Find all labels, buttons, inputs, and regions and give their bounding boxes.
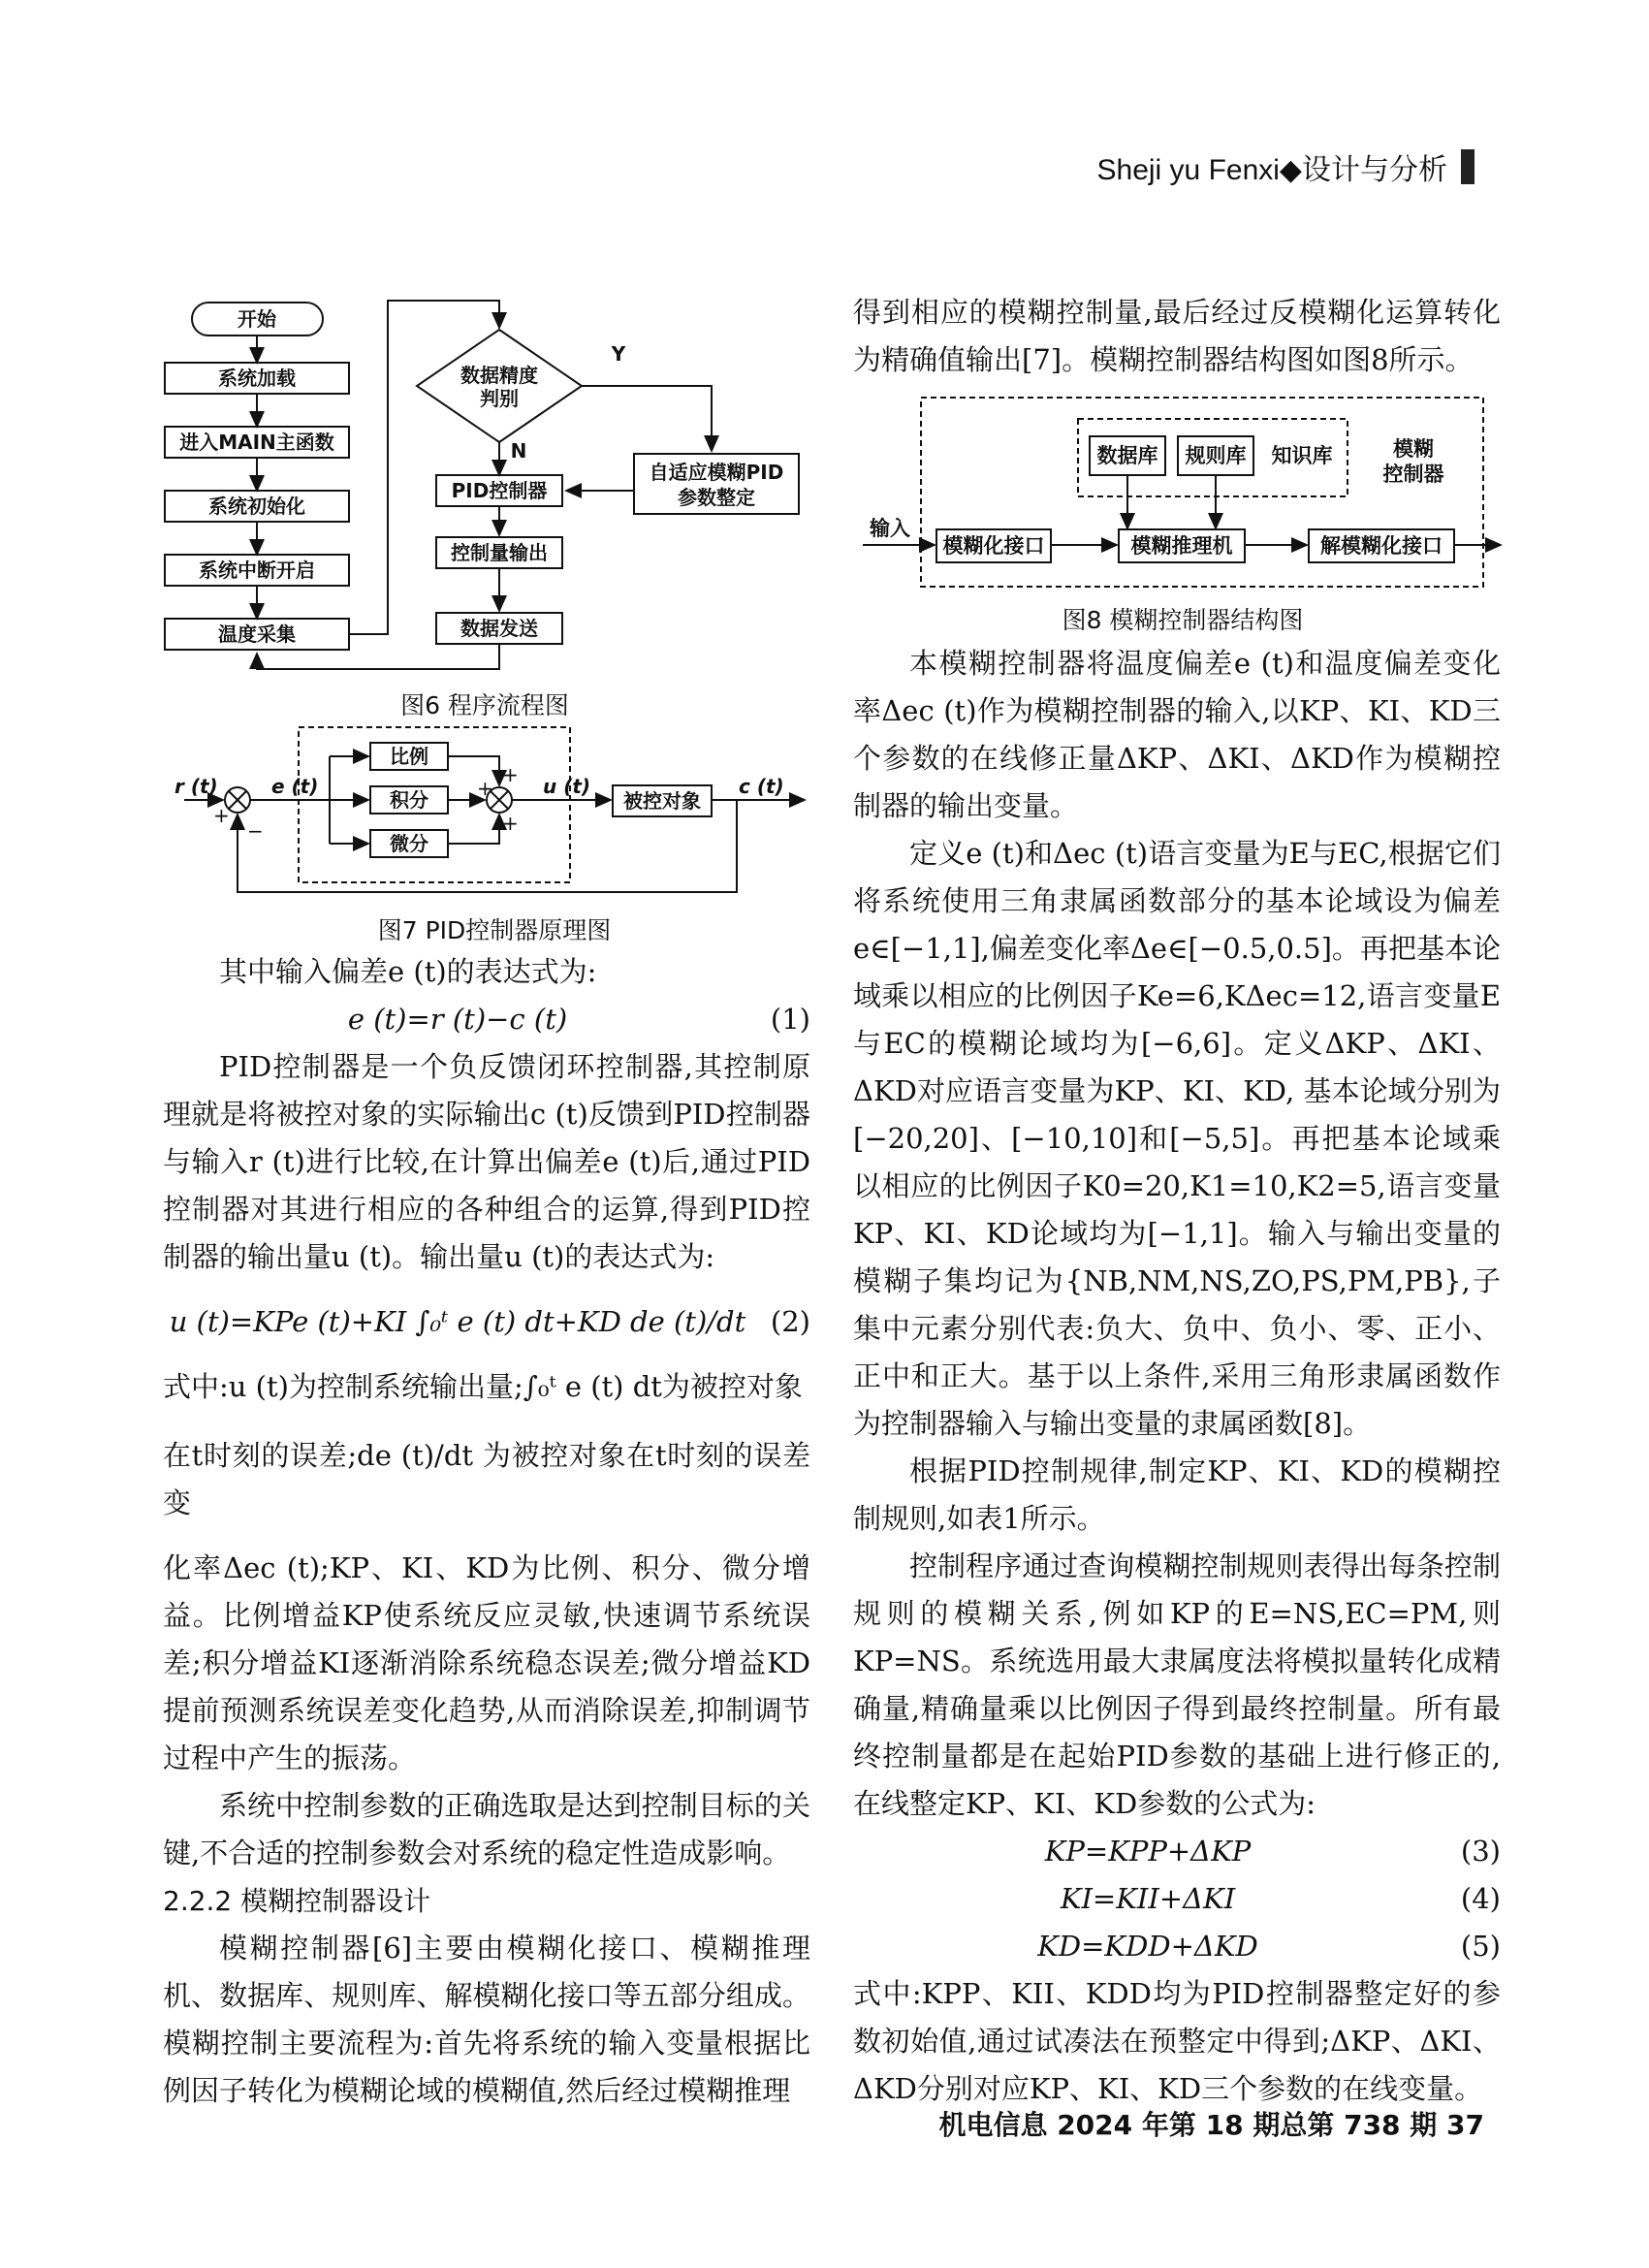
equation-5-formula: KD=KDD+ΔKD bbox=[1037, 1930, 1258, 1963]
flow-init: 系统初始化 bbox=[208, 495, 305, 518]
flow-interrupt: 系统中断开启 bbox=[199, 559, 315, 582]
fuzzy-fuzz: 模糊化接口 bbox=[942, 534, 1045, 558]
equation-5 bbox=[853, 1923, 1501, 1970]
right-p1: 本模糊控制器将温度偏差e (t)和温度偏差变化率Δec (t)作为模糊控制器的输入,以KP、KI、KD三个参数的在线修正量ΔKP、ΔKI、ΔKD作为模糊控制器的输出变量。 bbox=[853, 647, 1501, 822]
flow-judge-2: 判别 bbox=[480, 387, 519, 410]
signal-r: r (t) bbox=[174, 775, 218, 798]
left-p5: 模糊控制器[6]主要由模糊化接口、模糊推理机、数据库、规则库、解模糊化接口等五部分组成。模糊控制主要流程为:首先将系统的输入变量根据比例因子转化为模糊论域的模糊值,然后经过模糊推理 bbox=[163, 1932, 810, 2107]
sum1-plus: + bbox=[213, 804, 230, 827]
block-i: 积分 bbox=[390, 788, 428, 812]
equation-2-formula: u (t)=KPe (t)+KI ∫₀ᵗ e (t) dt+KD de (t)/dt bbox=[169, 1305, 746, 1338]
equation-5-number: (5) bbox=[1460, 1930, 1501, 1963]
right-column-top bbox=[853, 289, 1501, 384]
left-p3c: 化率Δec (t);KP、KI、KD为比例、积分、微分增益。比例增益KP使系统反应灵敏,快速调节系统误差;积分增益KI逐渐消除系统稳态误差;微分增益KD提前预测系统误差变化趋势,从而消除误差,抑制调节过程中产生的振荡。 bbox=[163, 1551, 810, 1774]
figure-7-pid-diagram bbox=[165, 718, 824, 902]
flow-main: 进入MAIN主函数 bbox=[179, 431, 334, 454]
flow-load: 系统加载 bbox=[218, 367, 296, 390]
left-p2: PID控制器是一个负反馈闭环控制器,其控制原理就是将被控对象的实际输出c (t)反馈到PID控制器与输入r (t)进行比较,在计算出偏差e (t)后,通过PID控制器对其进行相应的各种组合的运算,得到PID控制器的输出量u (t)。输出量u (t)的表达式为: bbox=[163, 1050, 810, 1273]
equation-1-number: (1) bbox=[770, 1003, 810, 1036]
signal-u: u (t) bbox=[543, 775, 591, 798]
equation-2-number: (2) bbox=[770, 1305, 810, 1338]
figure-8-fuzzy-diagram bbox=[853, 388, 1503, 596]
right-p5: 式中:KPP、KII、KDD均为PID控制器整定好的参数初始值,通过试凑法在预整定中得到;ΔKP、ΔKI、ΔKD分别对应KP、KI、KD三个参数的在线变量。 bbox=[853, 1977, 1501, 2105]
right-p2: 定义e (t)和Δec (t)语言变量为E与EC,根据它们将系统使用三角隶属函数部分的基本论域设为偏差e∈[−1,1],偏差变化率Δe∈[−0.5,0.5]。再把基本论域乘以相应的比例因子Ke=6,KΔec=12,语言变量E与EC的模糊论域均为[−6,6]。定义ΔKP、ΔKI、ΔKD对应语言变量为KP、KI、KD, 基本论域分别为[−20,20]、[−10,10]和[−5,5]。再把基本论域乘以相应的比例因子K0=20,K1=10,K2=5,语言变量KP、KI、KD论域均为[−1,1]。输入与输出变量的模糊子集均记为{NB,NM,NS,ZO,PS,PM,PB},子集中元素分别代表:负大、负中、负小、零、正小、正中和正大。基于以上条件,采用三角形隶属函数作为控制器输入与输出变量的隶属函数[8]。 bbox=[853, 837, 1501, 1440]
fuzzy-infer: 模糊推理机 bbox=[1130, 534, 1233, 558]
flow-pid: PID控制器 bbox=[451, 479, 548, 502]
block-d: 微分 bbox=[390, 832, 428, 855]
sum2-plus-top: + bbox=[502, 763, 519, 786]
flow-adaptive-1: 自适应模糊PID bbox=[649, 461, 784, 484]
fuzzy-input-label: 输入 bbox=[870, 517, 910, 540]
equation-2 bbox=[163, 1298, 810, 1346]
figure-6-flowchart bbox=[155, 291, 824, 698]
running-header-text: Sheji yu Fenxi◆设计与分析 bbox=[1096, 154, 1447, 186]
equation-1 bbox=[163, 996, 810, 1043]
fuzzy-kb: 知识库 bbox=[1271, 444, 1333, 467]
fuzzy-defuzz: 解模糊化接口 bbox=[1320, 534, 1443, 558]
signal-e: e (t) bbox=[271, 775, 319, 798]
right-column bbox=[853, 640, 1501, 2113]
flow-adaptive-2: 参数整定 bbox=[678, 486, 755, 509]
figure-7-caption: 图7 PID控制器原理图 bbox=[377, 916, 612, 944]
flow-no: N bbox=[510, 439, 527, 463]
left-p3a: 式中:u (t)为控制系统输出量;∫₀ᵗ e (t) dt为被控对象 bbox=[163, 1370, 803, 1403]
right-p4: 控制程序通过查询模糊控制规则表得出每条控制规则的模糊关系,例如KP的E=NS,EC=PM,则KP=NS。系统选用最大隶属度法将模拟量转化成精确量,精确量乘以比例因子得到最终控制量。所有最终控制量都是在起始PID参数的基础上进行修正的,在线整定KP、KI、KD参数的公式为: bbox=[853, 1549, 1501, 1820]
header-bar bbox=[1461, 149, 1475, 184]
fuzzy-controller-label-1: 模糊 bbox=[1393, 437, 1434, 461]
right-p3: 根据PID控制规律,制定KP、KI、KD的模糊控制规则,如表1所示。 bbox=[853, 1454, 1501, 1535]
equation-3 bbox=[853, 1828, 1501, 1875]
flow-temp: 温度采集 bbox=[218, 623, 296, 646]
fuzzy-rb: 规则库 bbox=[1185, 444, 1247, 467]
block-plant: 被控对象 bbox=[623, 789, 701, 813]
equation-3-formula: KP=KPP+ΔKP bbox=[1044, 1835, 1252, 1868]
right-p0: 得到相应的模糊控制量,最后经过反模糊化运算转化为精确值输出[7]。模糊控制器结构图如图8所示。 bbox=[853, 296, 1501, 376]
section-heading-2-2-2: 2.2.2 模糊控制器设计 bbox=[163, 1885, 431, 1917]
flow-output: 控制量输出 bbox=[451, 541, 548, 564]
left-p4: 系统中控制参数的正确选取是达到控制目标的关键,不合适的控制参数会对系统的稳定性造成影响。 bbox=[163, 1789, 810, 1869]
flow-send: 数据发送 bbox=[460, 617, 538, 640]
flow-yes: Y bbox=[611, 342, 626, 366]
sum2-plus-bottom: + bbox=[502, 812, 519, 835]
left-p1: 其中输入偏差e (t)的表达式为: bbox=[219, 955, 597, 988]
left-p3b: 在t时刻的误差;de (t)/dt 为被控对象在t时刻的误差变 bbox=[163, 1439, 810, 1519]
flow-judge-1: 数据精度 bbox=[460, 364, 538, 387]
page-footer: 机电信息 2024 年第 18 期总第 738 期 37 bbox=[938, 2109, 1484, 2141]
flow-start: 开始 bbox=[238, 307, 276, 331]
running-header bbox=[1097, 145, 1475, 188]
signal-c: c (t) bbox=[739, 775, 784, 798]
figure-6-caption: 图6 程序流程图 bbox=[400, 691, 569, 719]
sum2-plus-mid: + bbox=[477, 777, 493, 800]
figure-8-caption: 图8 模糊控制器结构图 bbox=[1062, 606, 1304, 634]
left-column bbox=[163, 948, 810, 2115]
equation-4-number: (4) bbox=[1460, 1882, 1501, 1915]
equation-4-formula: KI=KII+ΔKI bbox=[1060, 1882, 1236, 1915]
equation-4 bbox=[853, 1875, 1501, 1923]
fuzzy-db: 数据库 bbox=[1096, 444, 1158, 467]
block-p: 比例 bbox=[390, 745, 428, 768]
sum1-minus: − bbox=[247, 819, 264, 843]
equation-3-number: (3) bbox=[1460, 1835, 1501, 1868]
equation-1-formula: e (t)=r (t)−c (t) bbox=[347, 1003, 568, 1036]
fuzzy-controller-label-2: 控制器 bbox=[1382, 463, 1444, 486]
